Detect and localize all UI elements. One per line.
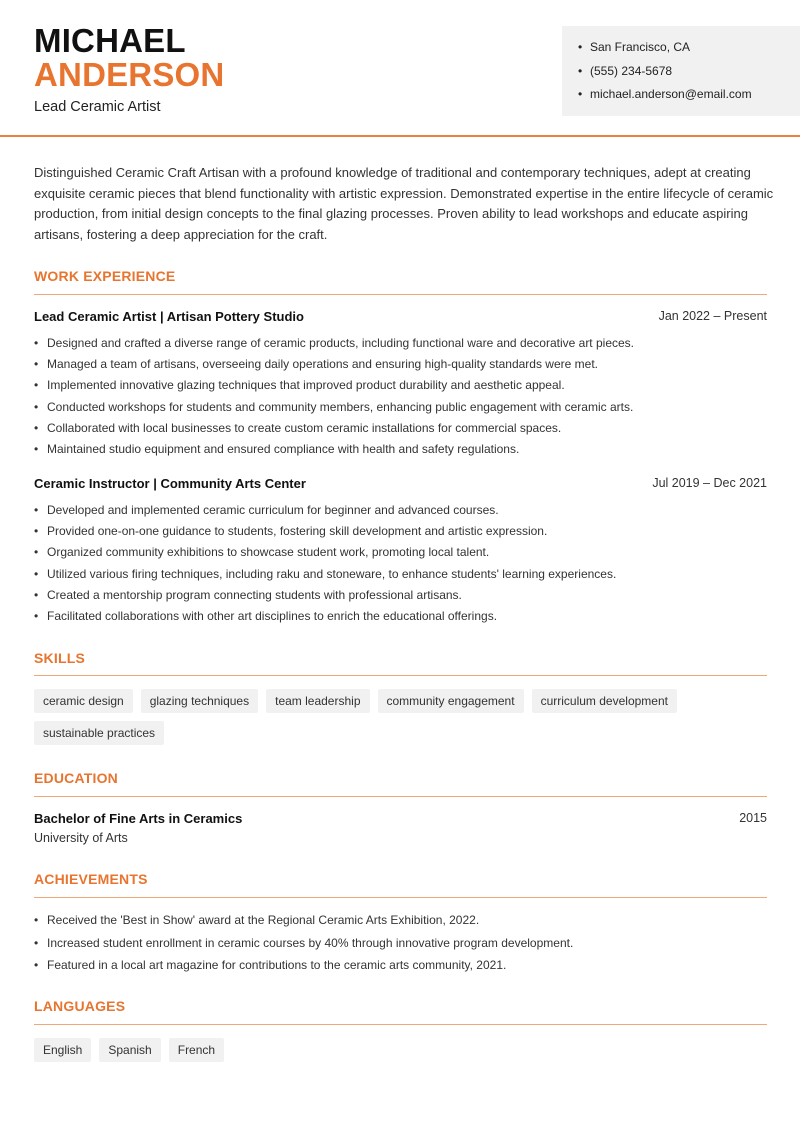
- languages-list: [34, 1038, 774, 1062]
- professional-summary: Distinguished Ceramic Craft Artisan with a profound knowledge of traditional and contemporary techniques, adept at creating exquisite ceramic pieces that blend functionality with artistic expression. Demonstrated expertise in the entire lifecycle of ceramic production, from initial design concepts to the final glazing processes. Proven ability to lead workshops and educate aspiring artisans, fostering a deep appreciation for the craft.: [34, 165, 774, 243]
- section-title-work: WORK EXPERIENCE: [34, 268, 176, 284]
- job-title: Lead Ceramic Artist: [34, 99, 161, 115]
- list-item: • Maintained studio equipment and ensured compliance with health and safety regulations.: [34, 440, 774, 461]
- list-item: • Designed and crafted a diverse range of ceramic products, including functional ware and decorative art pieces.: [34, 334, 774, 355]
- education-header: [34, 811, 767, 826]
- bullet-icon: •: [34, 503, 39, 517]
- bullet-icon: •: [34, 336, 39, 350]
- contact-location: • San Francisco, CA: [578, 40, 691, 54]
- section-divider: [34, 796, 767, 797]
- bullet-icon: •: [34, 935, 39, 950]
- bullet-icon: •: [578, 40, 583, 54]
- job-role: Ceramic Instructor | Community Arts Center: [34, 476, 306, 491]
- language-tag: Spanish: [99, 1038, 160, 1062]
- bullet-icon: •: [34, 566, 39, 581]
- section-divider: [34, 294, 767, 295]
- school-name: University of Arts: [34, 831, 128, 845]
- language-tag: English: [34, 1038, 91, 1062]
- skill-tag: curriculum development: [532, 689, 677, 713]
- skill-tag: community engagement: [378, 689, 524, 713]
- section-divider: [34, 1024, 767, 1025]
- bullet-icon: •: [34, 958, 39, 972]
- list-item: • Collaborated with local businesses to create custom ceramic installations for commercial spaces.: [34, 419, 774, 440]
- contact-box: [562, 26, 800, 116]
- job-bullets: [34, 334, 774, 461]
- job-role: Lead Ceramic Artist | Artisan Pottery Studio: [34, 309, 304, 324]
- list-item: • Conducted workshops for students and community members, enhancing public engagement with ceramic arts.: [34, 398, 774, 419]
- section-title-achievements: ACHIEVEMENTS: [34, 871, 148, 887]
- job-bullets: [34, 501, 774, 628]
- list-item: • Received the 'Best in Show' award at the Regional Ceramic Arts Exhibition, 2022.: [34, 911, 774, 934]
- bullet-icon: •: [34, 378, 39, 393]
- list-item: • Provided one-on-one guidance to students, fostering skill development and artistic expression.: [34, 522, 774, 543]
- bullet-icon: •: [34, 608, 39, 623]
- job-dates: Jul 2019 – Dec 2021: [652, 476, 767, 490]
- graduation-year: 2015: [739, 811, 767, 825]
- bullet-icon: •: [34, 357, 39, 372]
- skill-tag: sustainable practices: [34, 721, 164, 745]
- skill-tag: glazing techniques: [141, 689, 258, 713]
- list-item: • Utilized various firing techniques, including raku and stoneware, to enhance students' learning experiences.: [34, 565, 774, 586]
- list-item: • Increased student enrollment in ceramic courses by 40% through innovative program development.: [34, 934, 774, 957]
- job-header: [34, 476, 767, 491]
- list-item: • Developed and implemented ceramic curriculum for beginner and advanced courses.: [34, 501, 774, 522]
- bullet-icon: •: [34, 913, 39, 927]
- last-name: ANDERSON: [34, 56, 225, 93]
- list-item: • Managed a team of artisans, overseeing daily operations and ensuring high-quality standards were met.: [34, 355, 774, 376]
- bullet-icon: •: [34, 524, 39, 539]
- list-item: • Facilitated collaborations with other art disciplines to enrich the educational offerings.: [34, 607, 774, 628]
- degree: Bachelor of Fine Arts in Ceramics: [34, 811, 243, 826]
- list-item: • Implemented innovative glazing techniques that improved product durability and aesthetic appeal.: [34, 376, 774, 397]
- skills-list: [34, 689, 774, 745]
- list-item: • Organized community exhibitions to showcase student work, promoting local talent.: [34, 543, 774, 564]
- contact-list: [578, 38, 752, 109]
- bullet-icon: •: [34, 441, 39, 456]
- section-title-languages: LANGUAGES: [34, 998, 126, 1014]
- bullet-icon: •: [34, 399, 39, 414]
- bullet-icon: •: [578, 87, 583, 101]
- list-item: • Featured in a local art magazine for contributions to the ceramic arts community, 2021.: [34, 956, 774, 979]
- section-divider: [34, 675, 767, 676]
- section-title-education: EDUCATION: [34, 770, 118, 786]
- bullet-icon: •: [578, 63, 583, 78]
- resume-header: [0, 0, 800, 137]
- bullet-icon: •: [34, 545, 39, 560]
- achievements-list: [34, 911, 774, 979]
- contact-phone: • (555) 234-5678: [578, 63, 673, 78]
- bullet-icon: •: [34, 587, 39, 602]
- first-name: MICHAEL: [34, 22, 186, 59]
- section-title-skills: SKILLS: [34, 650, 85, 666]
- language-tag: French: [169, 1038, 224, 1062]
- section-divider: [34, 897, 767, 898]
- contact-email: • michael.anderson@email.com: [578, 87, 752, 101]
- skill-tag: team leadership: [266, 689, 369, 713]
- job-header: [34, 309, 767, 324]
- skill-tag: ceramic design: [34, 689, 133, 713]
- list-item: • Created a mentorship program connecting students with professional artisans.: [34, 586, 774, 607]
- bullet-icon: •: [34, 420, 39, 435]
- job-dates: Jan 2022 – Present: [658, 309, 767, 323]
